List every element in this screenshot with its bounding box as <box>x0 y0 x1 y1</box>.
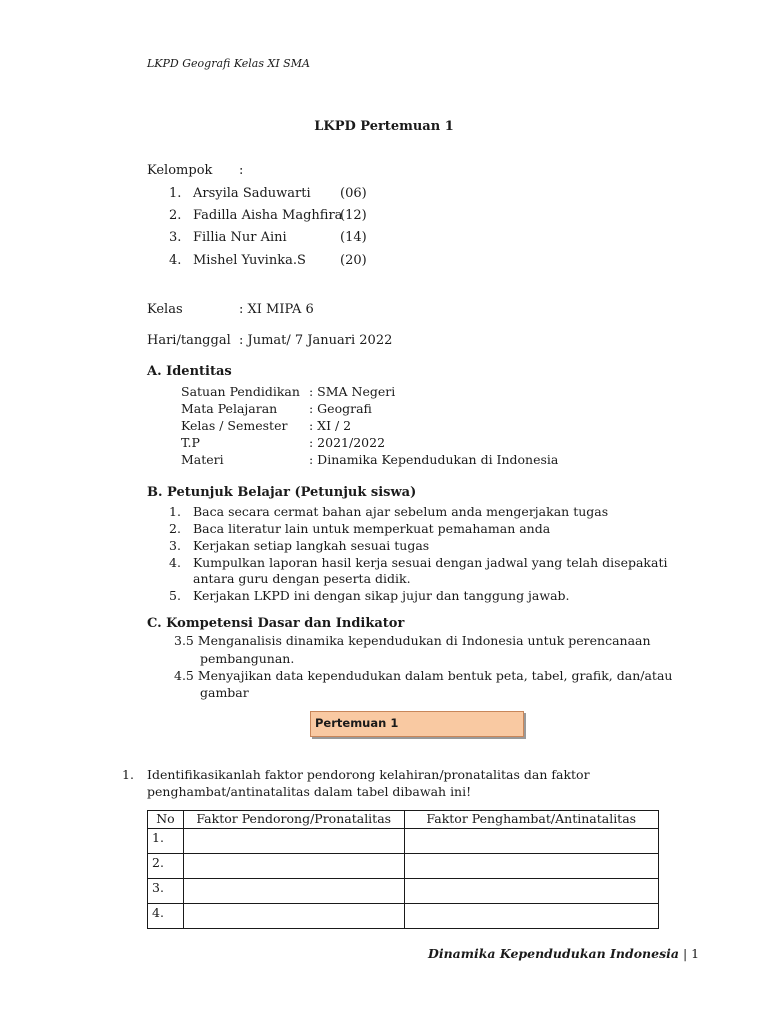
identitas-label: Materi <box>181 452 224 467</box>
identitas-label: Kelas / Semester <box>181 418 288 433</box>
answer-table <box>147 810 659 929</box>
hari-value: : Jumat/ 7 Januari 2022 <box>239 333 393 348</box>
table-header-penghambat: Faktor Penghambat/Antinatalitas <box>404 811 658 829</box>
table-row <box>148 879 659 904</box>
list-item <box>169 588 570 603</box>
item-number: 2. <box>169 521 181 536</box>
kelas-value: : XI MIPA 6 <box>239 302 314 317</box>
section-c-heading: C. Kompetensi Dasar dan Indikator <box>147 616 405 631</box>
list-item <box>169 230 287 245</box>
table-header-pendorong: Faktor Pendorong/Pronatalitas <box>183 811 404 829</box>
kelompok-colon: : <box>239 163 244 178</box>
penghambat-cell[interactable] <box>404 854 658 879</box>
item-number: 1. <box>169 504 181 519</box>
item-text: Kerjakan setiap langkah sesuai tugas <box>193 538 430 553</box>
member-code: (20) <box>340 253 367 268</box>
member-name: Fillia Nur Aini <box>193 230 287 245</box>
row-number: 2. <box>148 854 184 879</box>
identitas-value: : XI / 2 <box>309 418 352 433</box>
row-number: 1. <box>148 829 184 854</box>
member-code: (06) <box>340 186 367 201</box>
table-row <box>148 854 659 879</box>
identitas-value: : SMA Negeri <box>309 384 396 399</box>
item-number: 3. <box>169 538 181 553</box>
page-header: LKPD Geografi Kelas XI SMA <box>147 57 310 70</box>
list-item <box>169 521 550 536</box>
identitas-label: Mata Pelajaran <box>181 401 278 416</box>
list-item <box>169 538 429 553</box>
member-number: 1. <box>169 186 182 201</box>
member-number: 3. <box>169 230 182 245</box>
page-footer <box>428 946 699 961</box>
question-text-continuation: penghambat/antinatalitas dalam tabel dibawah ini! <box>147 784 472 799</box>
kompetensi-continuation: gambar <box>200 685 249 700</box>
kelas-label: Kelas <box>147 302 183 317</box>
penghambat-cell[interactable] <box>404 829 658 854</box>
item-continuation: antara guru dengan peserta didik. <box>193 571 411 586</box>
member-name: Mishel Yuvinka.S <box>193 253 306 268</box>
identitas-value: : Geografi <box>309 401 372 416</box>
identitas-label: T.P <box>181 435 200 450</box>
kelompok-label: Kelompok <box>147 163 213 178</box>
list-item <box>169 555 667 570</box>
section-b-heading: B. Petunjuk Belajar (Petunjuk siswa) <box>147 485 417 500</box>
pendorong-cell[interactable] <box>183 854 404 879</box>
member-name: Fadilla Aisha Maghfira <box>193 208 343 223</box>
row-number: 3. <box>148 879 184 904</box>
page-number: 1 <box>691 946 700 961</box>
section-a-heading: A. Identitas <box>147 364 232 379</box>
table-row <box>148 904 659 929</box>
item-text: Kerjakan LKPD ini dengan sikap jujur dan tanggung jawab. <box>193 588 570 603</box>
member-code: (14) <box>340 230 367 245</box>
footer-title: Dinamika Kependudukan Indonesia <box>428 946 679 961</box>
pendorong-cell[interactable] <box>183 829 404 854</box>
item-text: Kumpulkan laporan hasil kerja sesuai dengan jadwal yang telah disepakati <box>193 555 668 570</box>
pendorong-cell[interactable] <box>183 904 404 929</box>
member-name: Arsyila Saduwarti <box>193 186 311 201</box>
identitas-value: : Dinamika Kependudukan di Indonesia <box>309 452 559 467</box>
list-item <box>169 208 342 223</box>
row-number: 4. <box>148 904 184 929</box>
identitas-value: : 2021/2022 <box>309 435 386 450</box>
table-row <box>148 829 659 854</box>
item-number: 4. <box>169 555 181 570</box>
item-text: Baca literatur lain untuk memperkuat pemahaman anda <box>193 521 551 536</box>
kompetensi-continuation: pembangunan. <box>200 651 295 666</box>
penghambat-cell[interactable] <box>404 879 658 904</box>
pertemuan-label-box: Pertemuan 1 <box>310 711 524 737</box>
list-item <box>169 253 306 268</box>
table-header-no: No <box>148 811 184 829</box>
item-number: 5. <box>169 588 181 603</box>
member-number: 2. <box>169 208 182 223</box>
item-text: Baca secara cermat bahan ajar sebelum anda mengerjakan tugas <box>193 504 609 519</box>
question-text: Identifikasikanlah faktor pendorong kelahiran/pronatalitas dan faktor <box>147 767 590 782</box>
pendorong-cell[interactable] <box>183 879 404 904</box>
list-item <box>169 504 608 519</box>
question-number: 1. <box>122 767 134 782</box>
page-title: LKPD Pertemuan 1 <box>314 119 454 134</box>
member-code: (12) <box>340 208 367 223</box>
table-header-row <box>148 811 659 829</box>
member-number: 4. <box>169 253 182 268</box>
hari-label: Hari/tanggal <box>147 333 231 348</box>
identitas-label: Satuan Pendidikan <box>181 384 300 399</box>
penghambat-cell[interactable] <box>404 904 658 929</box>
kompetensi-line: 3.5 Menganalisis dinamika kependudukan di Indonesia untuk perencanaan <box>174 633 651 648</box>
list-item <box>169 186 311 201</box>
footer-separator: | <box>678 946 692 961</box>
kompetensi-line: 4.5 Menyajikan data kependudukan dalam bentuk peta, tabel, grafik, dan/atau <box>174 668 673 683</box>
